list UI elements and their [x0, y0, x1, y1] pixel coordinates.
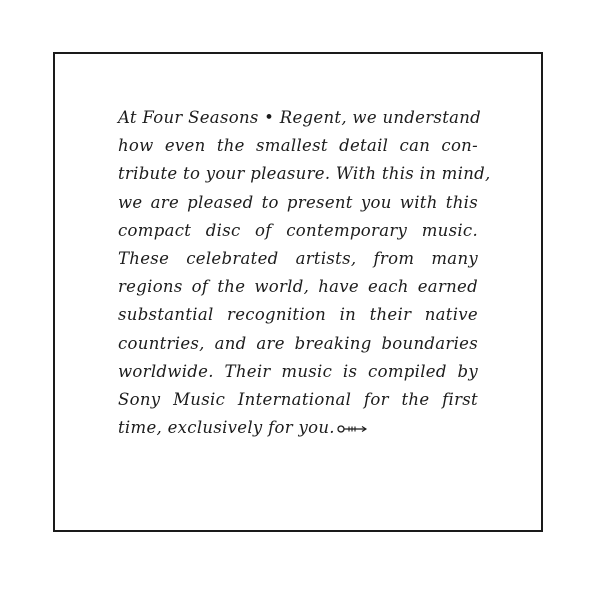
body-line: substantial recognition in their native	[118, 305, 478, 325]
body-line: Sony Music International for the first	[118, 389, 478, 409]
body-line: countries, and are breaking boundaries	[118, 333, 478, 353]
body-line: tribute to your pleasure. With this in mind,	[118, 164, 491, 184]
body-line-text: time, exclusively for you.	[118, 418, 335, 438]
body-line: worldwide. Their music is compiled by	[118, 361, 478, 381]
body-line: compact disc of contemporary music.	[118, 220, 478, 240]
body-line-last	[118, 414, 478, 442]
body-text	[118, 104, 491, 442]
body-line: we are pleased to present you with this	[118, 192, 478, 212]
body-line: At Four Seasons • Regent, we understand	[118, 108, 482, 127]
key-flourish-icon	[337, 424, 369, 434]
body-line: regions of the world, have each earned	[118, 277, 478, 297]
body-line: how even the smallest detail can con-	[118, 136, 478, 156]
body-line: These celebrated artists, from many	[118, 248, 478, 268]
